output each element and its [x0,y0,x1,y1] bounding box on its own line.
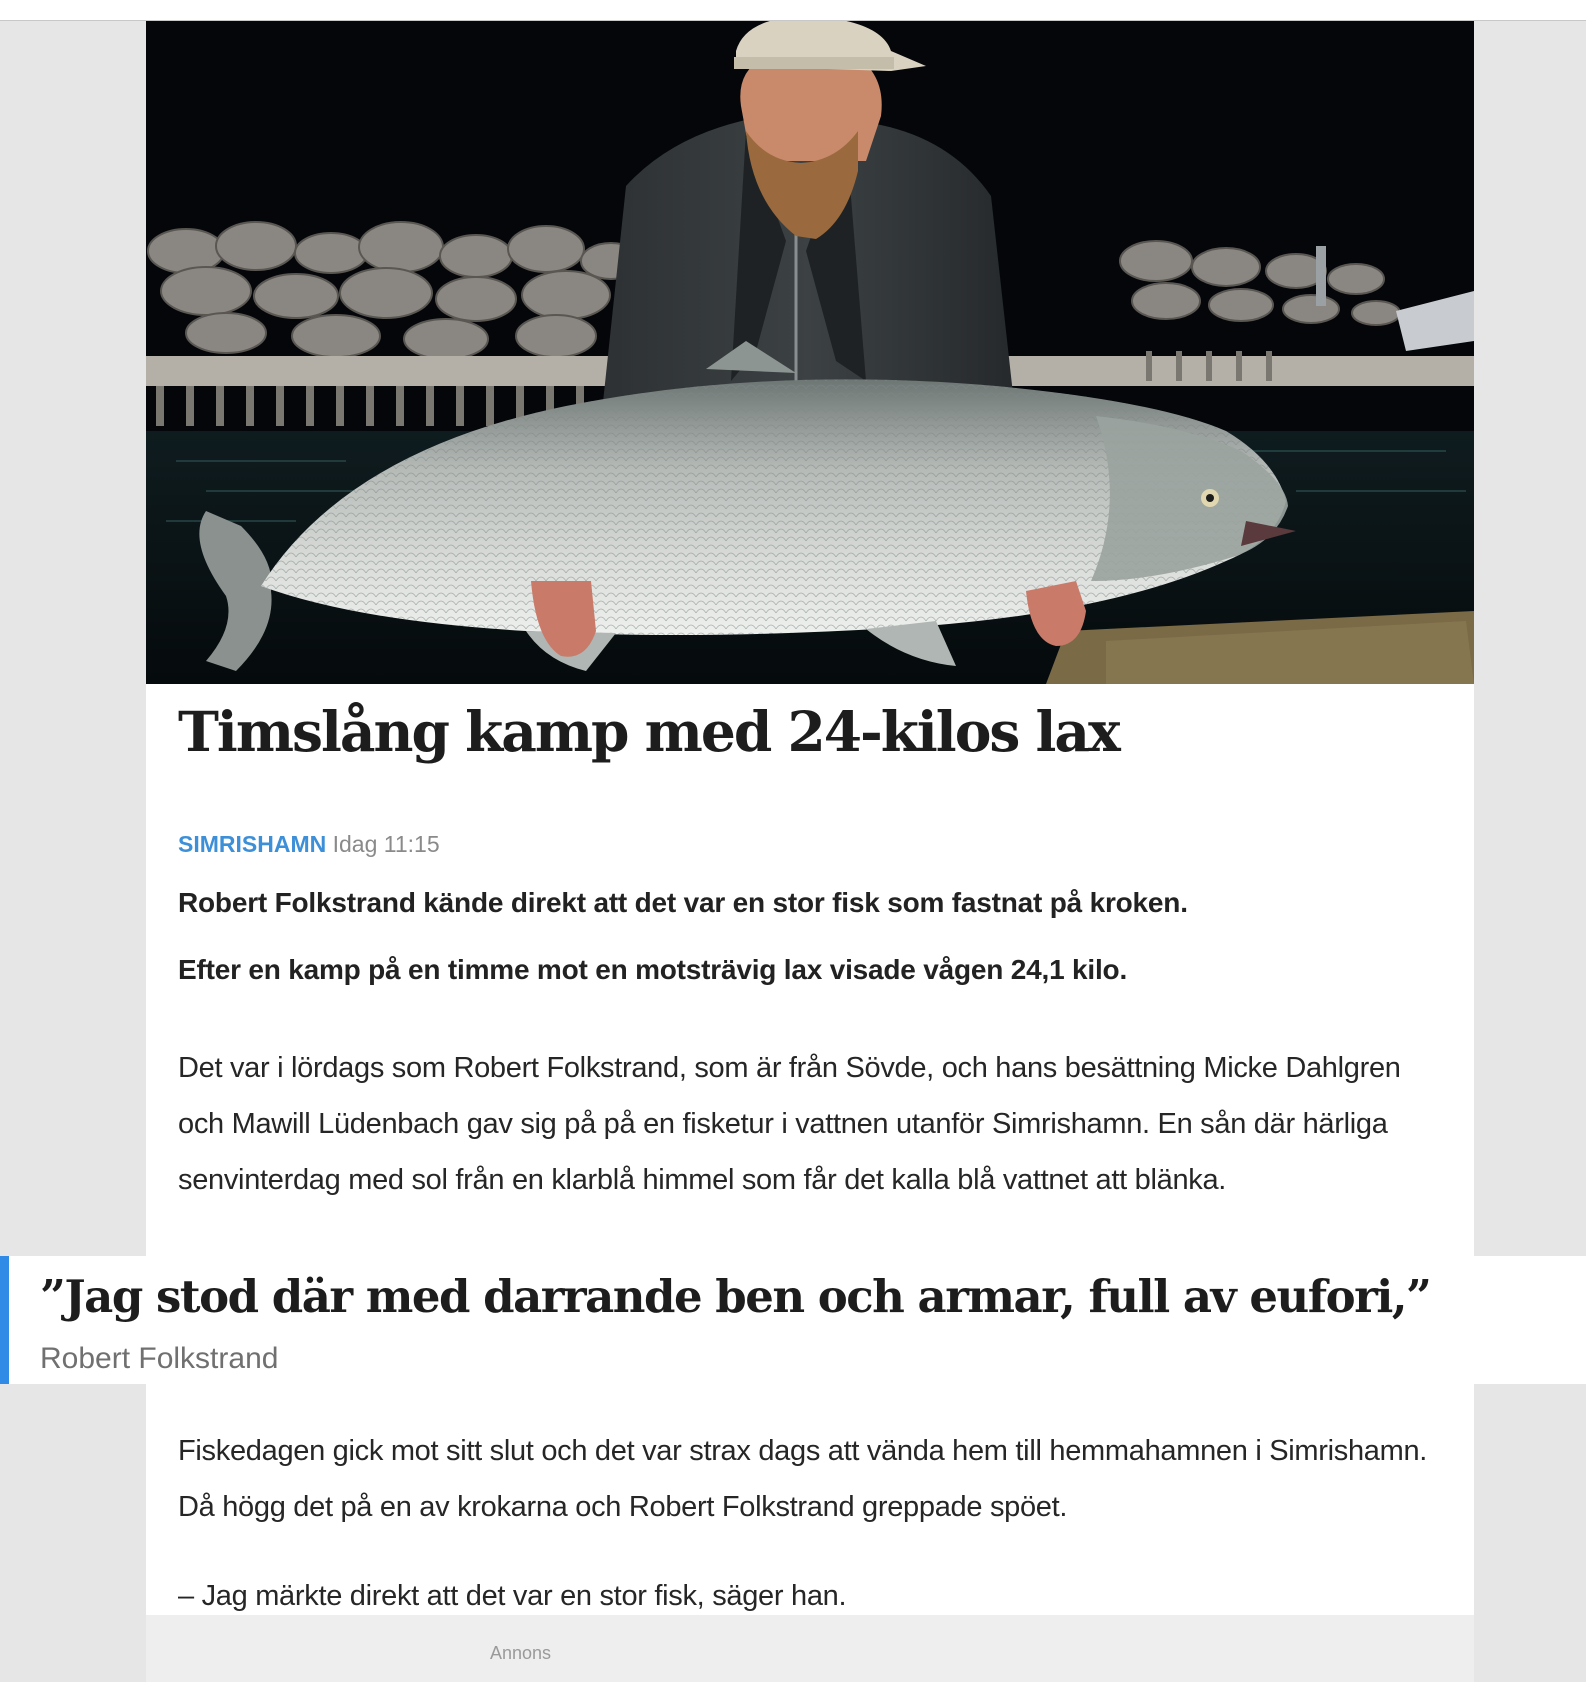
ad-placeholder [146,1615,1474,1682]
publish-time: Idag 11:15 [332,831,440,857]
body-paragraph: Det var i lördags som Robert Folkstrand, som är från Sövde, och hans besättning Micke Dahlgren och Mawill Lüdenbach gav sig på på en fisketur i vattnen utanför Simrishamn. En sån där härliga senvinterdag med sol från en klarblå himmel som får det kalla blå vattnet att blänka. [178,1052,1401,1196]
lead-paragraph: Robert Folkstrand kände direkt att det var en stor fisk som fastnat på kroken. [178,887,1188,918]
headline: Timslång kamp med 24-kilos lax [178,699,1119,764]
quote-text: ”Jag stod där med darrande ben och armar, full av eufori,” [40,1270,1431,1323]
quote-author: Robert Folkstrand [40,1342,279,1375]
body-paragraph: Fiskedagen gick mot sitt slut och det var strax dags att vända hem till hemmahamnen i Simrishamn. Då högg det på en av krokarna och Robert Folkstrand greppade spöet. [178,1435,1428,1523]
pull-quote [0,1256,1586,1384]
location-link[interactable]: SIMRISHAMN [178,831,327,857]
body-paragraph: – Jag märkte direkt att det var en stor fisk, säger han. [178,1580,847,1612]
article [146,21,1474,1682]
ad-label: Annons [490,1643,552,1663]
lead-paragraph: Efter en kamp på en timme mot en motsträvig lax visade vågen 24,1 kilo. [178,954,1128,985]
quote-accent-bar [0,1256,9,1384]
article-meta [178,829,440,859]
top-bar [0,0,1586,21]
hero-image[interactable] [146,21,1474,684]
